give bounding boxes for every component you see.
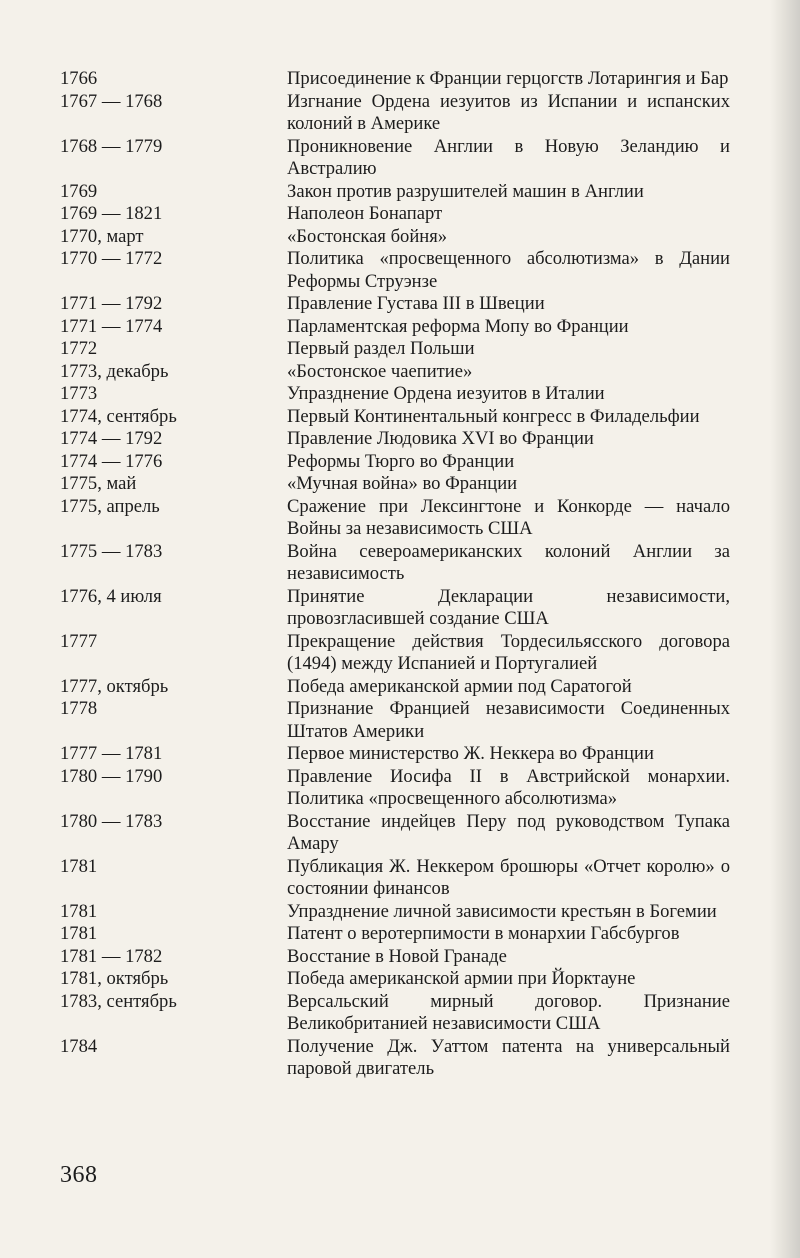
entry-event: Первый Континентальный конгресс в Филадельфии <box>287 405 700 427</box>
entry-event: Восстание в Новой Гранаде <box>287 945 507 967</box>
chronology-entry <box>60 541 730 586</box>
entry-event: Правление Иосифа II в Австрийской монархии. Политика «просвещенного абсолютизма» <box>287 765 730 809</box>
chronology-entry <box>60 743 730 766</box>
entry-event: Версальский мирный договор. Признание Великобританией независимости США <box>287 990 730 1034</box>
entry-event: Правление Густава III в Швеции <box>287 293 545 314</box>
chronology-entry <box>60 923 730 946</box>
entry-date: 1771 — 1792 <box>60 293 163 314</box>
entry-event: Сражение при Лексингтоне и Конкорде — начало Войны за независимость США <box>287 495 730 539</box>
entry-date: 1778 <box>60 698 98 719</box>
entry-date: 1770, март <box>60 225 144 247</box>
chronology-list <box>60 68 730 1081</box>
entry-event: Правление Людовика XVI во Франции <box>287 428 594 449</box>
entry-date: 1769 — 1821 <box>60 203 163 224</box>
entry-date: 1776, 4 июля <box>60 585 162 607</box>
chronology-entry <box>60 946 730 969</box>
entry-event: Первый раздел Польши <box>287 338 475 359</box>
entry-event: Присоединение к Франции герцогств Лотарингия и Бар <box>287 68 729 89</box>
chronology-entry <box>60 856 730 901</box>
entry-date: 1781 <box>60 900 98 922</box>
entry-date: 1783, сентябрь <box>60 990 177 1012</box>
entry-date: 1784 <box>60 1035 98 1057</box>
entry-date: 1777 <box>60 630 98 652</box>
chronology-entry <box>60 473 730 496</box>
entry-date: 1771 — 1774 <box>60 315 163 337</box>
entry-date: 1775, апрель <box>60 495 160 517</box>
page-number: 368 <box>60 1162 98 1188</box>
chronology-entry <box>60 383 730 406</box>
chronology-entry <box>60 968 730 991</box>
chronology-entry <box>60 293 730 316</box>
chronology-entry <box>60 226 730 249</box>
entry-event: Принятие Декларации независимости, провозгласившей создание США <box>287 585 730 629</box>
chronology-entry <box>60 68 730 91</box>
entry-date: 1781 <box>60 923 98 944</box>
entry-event: Парламентская реформа Мопу во Франции <box>287 315 629 337</box>
chronology-entry <box>60 428 730 451</box>
entry-event: Закон против разрушителей машин в Англии <box>287 180 644 202</box>
entry-date: 1777 — 1781 <box>60 743 163 764</box>
chronology-entry <box>60 203 730 226</box>
chronology-entry <box>60 676 730 699</box>
entry-date: 1781 — 1782 <box>60 945 163 967</box>
chronology-entry <box>60 698 730 743</box>
entry-event: «Мучная война» во Франции <box>287 473 518 494</box>
chronology-entry <box>60 361 730 384</box>
chronology-entry <box>60 316 730 339</box>
chronology-entry <box>60 586 730 631</box>
chronology-entry <box>60 338 730 361</box>
entry-date: 1766 <box>60 68 98 89</box>
entry-event: Реформы Тюрго во Франции <box>287 450 515 472</box>
chronology-entry <box>60 91 730 136</box>
entry-date: 1774 — 1792 <box>60 428 163 449</box>
chronology-entry <box>60 451 730 474</box>
entry-date: 1773, декабрь <box>60 360 169 382</box>
entry-date: 1780 — 1783 <box>60 810 163 832</box>
chronology-entry <box>60 1036 730 1081</box>
entry-date: 1772 <box>60 338 98 359</box>
entry-date: 1767 — 1768 <box>60 90 163 112</box>
entry-event: Победа американской армии при Йорктауне <box>287 968 636 989</box>
entry-event: Публикация Ж. Неккером брошюры «Отчет королю» о состоянии финансов <box>287 855 730 899</box>
entry-date: 1780 — 1790 <box>60 765 163 787</box>
entry-date: 1774 — 1776 <box>60 450 163 472</box>
entry-event: «Бостонская бойня» <box>287 225 448 247</box>
entry-event: Первое министерство Ж. Неккера во Франции <box>287 743 654 764</box>
entry-date: 1781, октябрь <box>60 968 169 989</box>
entry-event: «Бостонское чаепитие» <box>287 360 473 382</box>
entry-event: Восстание индейцев Перу под руководством Тупака Амару <box>287 810 730 854</box>
entry-date: 1775, май <box>60 473 137 494</box>
entry-event: Проникновение Англии в Новую Зеландию и Австралию <box>287 135 730 179</box>
entry-event: Победа американской армии под Саратогой <box>287 675 632 697</box>
entry-event: Война североамериканских колоний Англии за независимость <box>287 540 730 584</box>
chronology-entry <box>60 991 730 1036</box>
entry-event: Прекращение действия Тордесильясского договора (1494) между Испанией и Португалией <box>287 630 730 674</box>
entry-date: 1774, сентябрь <box>60 405 177 427</box>
chronology-entry <box>60 901 730 924</box>
entry-date: 1775 — 1783 <box>60 540 163 562</box>
chronology-entry <box>60 811 730 856</box>
chronology-entry <box>60 248 730 293</box>
entry-date: 1773 <box>60 383 98 404</box>
page-edge-shadow <box>770 0 800 1258</box>
entry-date: 1770 — 1772 <box>60 248 163 269</box>
chronology-entry <box>60 136 730 181</box>
entry-event: Изгнание Ордена иезуитов из Испании и испанских колоний в Америке <box>287 90 730 134</box>
entry-event: Политика «просвещенного абсолютизма» в Дании Реформы Струэнзе <box>287 248 730 292</box>
entry-event: Наполеон Бонапарт <box>287 203 443 224</box>
entry-date: 1768 — 1779 <box>60 135 163 157</box>
chronology-entry <box>60 406 730 429</box>
chronology-entry <box>60 496 730 541</box>
entry-event: Упразднение личной зависимости крестьян в Богемии <box>287 900 717 922</box>
entry-date: 1781 <box>60 855 98 877</box>
entry-event: Патент о веротерпимости в монархии Габсбургов <box>287 923 680 944</box>
chronology-entry <box>60 181 730 204</box>
entry-date: 1777, октябрь <box>60 675 169 697</box>
entry-event: Упразднение Ордена иезуитов в Италии <box>287 383 605 404</box>
chronology-entry <box>60 766 730 811</box>
chronology-entry <box>60 631 730 676</box>
entry-event: Признание Францией независимости Соединенных Штатов Америки <box>287 698 730 742</box>
entry-date: 1769 <box>60 180 98 202</box>
entry-event: Получение Дж. Уаттом патента на универсальный паровой двигатель <box>287 1035 730 1079</box>
